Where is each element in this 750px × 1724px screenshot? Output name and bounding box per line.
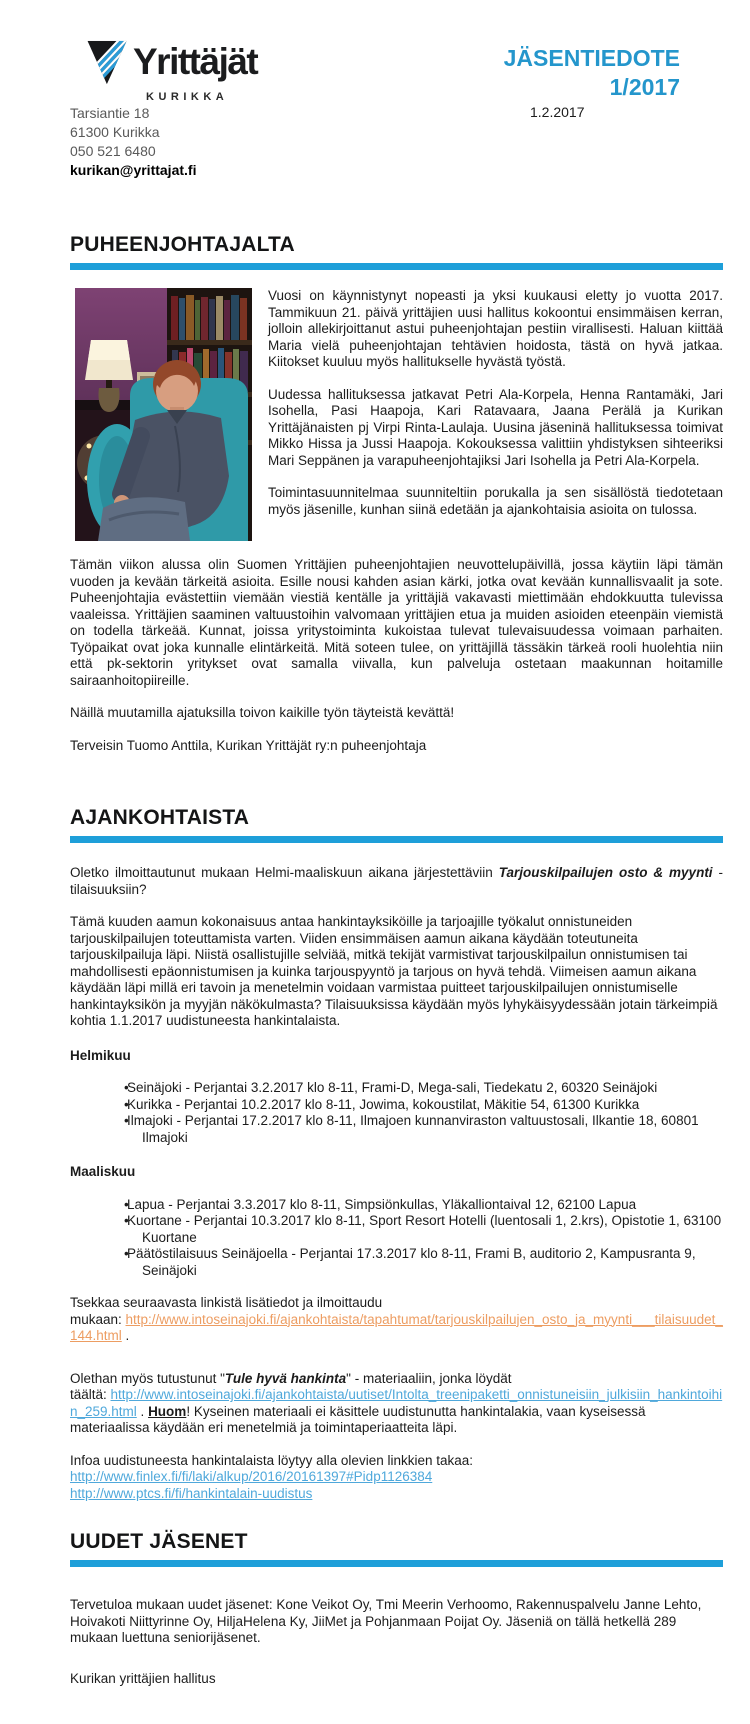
news-intro — [70, 865, 723, 898]
section-news — [70, 806, 723, 1502]
news-body: Tämä kuuden aamun kokonaisuus antaa hankintayksiköille ja tarjoajille työkalut onnistuneiden tarjouskilpailujen toteuttamista varten. Viiden ensimmäisen aamun aikana käydään toteutuneita tarjouskilpailuja läpi. Niistä osallistujille selviää, mitkä tekijät varmistivat tarjouskilpailun onnistumisen tai mahdollisesti epäonnistumisen ja kuinka tarjouspyyntö ja tarjous on hyvä tehdä. Viimeisen aamun aikana käydään läpi millä eri tavoin ja menetelmin voidaan varmistaa puitteet tarjouskilpailujen onnistumiselle hankintayksikön ja myyjän näkökulmasta? Tilaisuuksissa käydään myös lyhykäisyydessään jotain tärkeimpiä kohtia 1.1.2017 uudistuneesta hankintalaista. — [70, 914, 718, 1028]
material-link[interactable]: http://www.intoseinajoki.fi/ajankohtaista/uutiset/Intolta_treenipaketti_onnistuneisiin_julkisiin_hankintoihin_259.html — [70, 1387, 723, 1419]
header — [70, 36, 723, 233]
material-huom: Huom — [148, 1403, 187, 1419]
event-item: • Päätöstilaisuus Seinäjoella - Perjantai 17.3.2017 klo 8-11, Frami B, auditorio 2, Kampusranta 9, Seinäjoki — [118, 1246, 723, 1279]
february-label: Helmikuu — [70, 1047, 131, 1063]
news-heading: AJANKOHTAISTA — [70, 806, 250, 829]
info-paragraph — [70, 1453, 723, 1503]
address-street: Tarsiantie 18 — [70, 105, 150, 121]
section-chairman — [70, 233, 723, 754]
event-item: • Lapua - Perjantai 3.3.2017 klo 8-11, Simpsiönkullas, Yläkalliontaival 12, 62100 Lapua — [118, 1197, 723, 1214]
chairman-paragraph-2: Uudessa hallituksessa jatkavat Petri Ala-Korpela, Henna Rantamäki, Jari Isohella, Pasi Haapoja, Kari Ratavaara, Jaana Perälä ja Kurikan Yrittäjänaisten pj Virpi Rinta-Laulaja. Uusina jäseninä hallituksessa toimivat Mikko Hissa ja Jussi Haapoja. Kokouksessa valittiin yhdistyksen sihteeriksi Mari Seppänen ja varapuheenjohtajiksi Jari Isohella ja Petri Ala-Korpela. — [268, 386, 723, 468]
event-item: • Seinäjoki - Perjantai 3.2.2017 klo 8-11, Frami-D, Mega-sali, Tiedekatu 2, 60320 Seinäjoki — [118, 1080, 723, 1097]
march-events-list — [70, 1197, 723, 1280]
event-item: • Kuortane - Perjantai 10.3.2017 klo 8-11, Sport Resort Hotelli (luentosali 1, 2.krs), Opistotie 1, 63100 Kuortane — [118, 1213, 723, 1246]
address-phone: 050 521 6480 — [70, 143, 156, 159]
signup-prefix: mukaan: — [70, 1311, 126, 1327]
chairman-paragraph-5: Näillä muutamilla ajatuksilla toivon kaikille työn täyteistä kevättä! — [70, 705, 455, 720]
february-events-list — [70, 1080, 723, 1146]
chairman-paragraph-3: Toimintasuunnitelmaa suunniteltiin porukalla ja sen sisällöstä tiedotetaan myös jäsenille, kunhan siinä edetään ja ajankohtaisia asioita on tulossa. — [268, 485, 723, 517]
event-item: • Kurikka - Perjantai 10.2.2017 klo 8-11, Jowima, kokoustilat, Mäkitie 54, 61300 Kurikka — [118, 1097, 723, 1114]
address-city: 61300 Kurikka — [70, 124, 160, 140]
material-dot: . — [136, 1403, 149, 1419]
issue-date: 1.2.2017 — [530, 104, 585, 120]
newsletter-title-line2: 1/2017 — [609, 74, 680, 100]
news-intro-text: Oletko ilmoittautunut mukaan Helmi-maaliskuun aikana järjestettäviin — [70, 865, 499, 880]
signup-paragraph — [70, 1295, 723, 1345]
news-intro-tail: - tilaisuuksiin? — [70, 865, 723, 897]
section-divider-rule — [70, 1560, 723, 1567]
finlex-link[interactable]: http://www.finlex.fi/fi/laki/alkup/2016/20161397#Pidp1126384 — [70, 1469, 433, 1484]
section-divider-rule — [70, 263, 723, 270]
chairman-paragraph-4: Tämän viikon alussa olin Suomen Yrittäjien puheenjohtajien neuvottelupäivillä, jossa käytiin läpi tämän vuoden ja kevään tärkeitä asioita. Esille nousi kahden asian kärki, jotka ovat kevään kunnallisvaalit ja sote. Puheenjohtajia evästettiin viemään viestiä kentälle ja yrittäjiä vakavasti miettimään ehdokkuutta tulevissa vaaleissa. Yrittäjien saaminen valtuustoihin valvomaan yrittäjien etua ja muiden asioiden eteenpäin viemistä on todella tärkeää. Kunnat, joissa yritystoiminta kukoistaa tulevat tulevaisuudessa voimaan parhaiten. Työpaikat ovat joka kunnalle elintärkeitä. Mitä soteen tulee, on yrittäjillä tässäkin tärkeä rooli huolehtia niin että pk-sektorin yritykset ovat samalla viivalla, kun palveluja ostetaan maakunnan hoitamille sairaanhoitopiireille. — [70, 557, 723, 688]
info-line: Infoa uudistuneesta hankintalaista löytyy alla olevien linkkien takaa: — [70, 1452, 474, 1468]
section-divider-rule — [70, 836, 723, 843]
logo-row — [84, 38, 257, 86]
contact-email: kurikan@yrittajat.fi — [70, 162, 197, 178]
newsletter-title — [504, 44, 680, 102]
contact-block — [70, 104, 196, 180]
board-footer: Kurikan yrittäjien hallitus — [70, 1670, 216, 1686]
signup-line1: Tsekkaa seuraavasta linkistä lisätiedot ja ilmoittaudu — [70, 1295, 383, 1310]
members-heading: UUDET JÄSENET — [70, 1530, 248, 1553]
signup-link[interactable]: http://www.intoseinajoki.fi/ajankohtaista/tapahtumat/tarjouskilpailujen_osto_ja_myynti___tilaisuudet_144.html — [70, 1311, 723, 1343]
yrittajat-triangle-logo-icon — [84, 39, 128, 86]
members-body: Tervetuloa mukaan uudet jäsenet: Kone Veikot Oy, Tmi Meerin Verhoomo, Rakennuspalvelu Janne Lehto, Hoivakoti Niittyrinne Oy, HiljaHelena Ky, JiiMet ja Pohjanmaan Poijat Oy. Jäseniä on tällä hetkellä 289 mukaan luettuna seniorijäsenet. — [70, 1597, 702, 1645]
material-emphasis: Tule hyvä hankinta — [224, 1370, 347, 1386]
chairman-photo — [75, 288, 252, 541]
chairman-heading: PUHEENJOHTAJALTA — [70, 233, 295, 256]
material-mid: " - materiaaliin, jonka löydät — [346, 1370, 512, 1386]
material-tail: ! Kyseinen materiaali ei käsittele uudistunutta hankintalakia, vaan kyseisessä materiaalissa käydään eri menetelmiä ja toimintaperiaatteita läpi. — [70, 1403, 646, 1435]
newsletter-title-line1: JÄSENTIEDOTE — [503, 45, 680, 71]
brand-name: Yrittäjät — [133, 41, 258, 82]
brand-region: KURIKKA — [146, 91, 229, 103]
material-prefix: täältä: — [70, 1387, 111, 1402]
material-text: Olethan myös tutustunut " — [70, 1370, 225, 1386]
event-item: • Ilmajoki - Perjantai 17.2.2017 klo 8-11, Ilmajoen kunnanviraston valtuustosali, Ilkantie 18, 60801 Ilmajoki — [118, 1113, 723, 1146]
news-intro-emphasis: Tarjouskilpailujen osto & myynti — [498, 865, 713, 880]
material-paragraph — [70, 1371, 723, 1437]
chairman-signature: Terveisin Tuomo Anttila, Kurikan Yrittäjät ry:n puheenjohtaja — [70, 737, 427, 753]
march-label: Maaliskuu — [70, 1164, 136, 1179]
ptcs-link[interactable]: http://www.ptcs.fi/fi/hankintalain-uudistus — [70, 1485, 313, 1501]
chairman-text-column — [268, 288, 723, 541]
signup-tail: . — [121, 1328, 130, 1343]
logo — [84, 38, 257, 106]
chairman-row — [70, 288, 723, 541]
section-new-members — [70, 1530, 723, 1687]
chairman-paragraph-1: Vuosi on käynnistynyt nopeasti ja yksi kuukausi eletty jo vuotta 2017. Tammikuun 21. päivä yrittäjien uusi hallitus kokoontui ensimmäisen kerran, jolloin allekirjoittanut astui puheenjohtajan pestiin virallisesti. Haluan kiittää Maria vielä puheenjohtajan tehtävien hoidosta, tästä on hyvä jatkaa. Kiitokset kuuluu myös hallitukselle hyvästä työstä. — [268, 288, 723, 369]
